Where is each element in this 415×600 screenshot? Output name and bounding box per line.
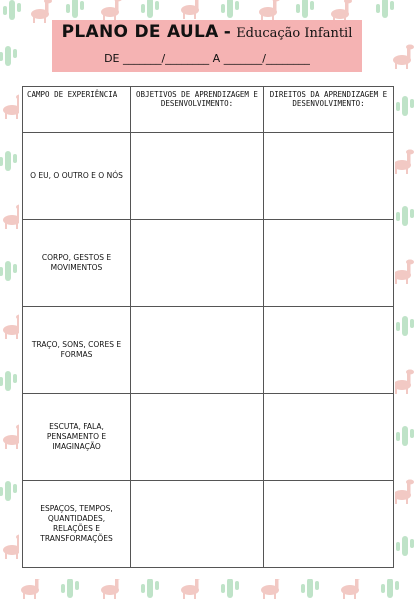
direitos-cell[interactable] [264,133,394,220]
objetivos-cell[interactable] [131,394,264,481]
column-header-direitos: DIREITOS DA APRENDIZAGEM E DESENVOLVIMENTO: [264,87,394,133]
table-row [23,481,394,568]
direitos-cell[interactable] [264,307,394,394]
column-header-campo: CAMPO DE EXPERIÊNCIA [23,87,131,133]
campo-label: ESPAÇOS, TEMPOS, QUANTIDADES, RELAÇÕES E TRANSFORMAÇÕES [23,481,131,568]
table-row [23,133,394,220]
objetivos-cell[interactable] [131,481,264,568]
table-row [23,220,394,307]
objetivos-cell[interactable] [131,220,264,307]
direitos-cell[interactable] [264,220,394,307]
objetivos-cell[interactable] [131,133,264,220]
title-subtitle: Educação Infantil [236,26,353,41]
table-row [23,394,394,481]
table-header-row [23,87,394,133]
direitos-cell[interactable] [264,481,394,568]
column-header-objetivos: OBJETIVOS DE APRENDIZAGEM E DESENVOLVIMENTO: [131,87,264,133]
table-row [23,307,394,394]
campo-label: TRAÇO, SONS, CORES E FORMAS [23,307,131,394]
objetivos-cell[interactable] [131,307,264,394]
lesson-plan-table [22,86,394,568]
title-main: PLANO DE AULA [61,22,219,42]
page-title [52,22,362,42]
campo-label: O EU, O OUTRO E O NÓS [23,133,131,220]
date-range-line: DE _______/________ A _______/________ [104,52,310,65]
title-dash: - [223,22,232,42]
direitos-cell[interactable] [264,394,394,481]
campo-label: ESCUTA, FALA, PENSAMENTO E IMAGINAÇÃO [23,394,131,481]
campo-label: CORPO, GESTOS E MOVIMENTOS [23,220,131,307]
